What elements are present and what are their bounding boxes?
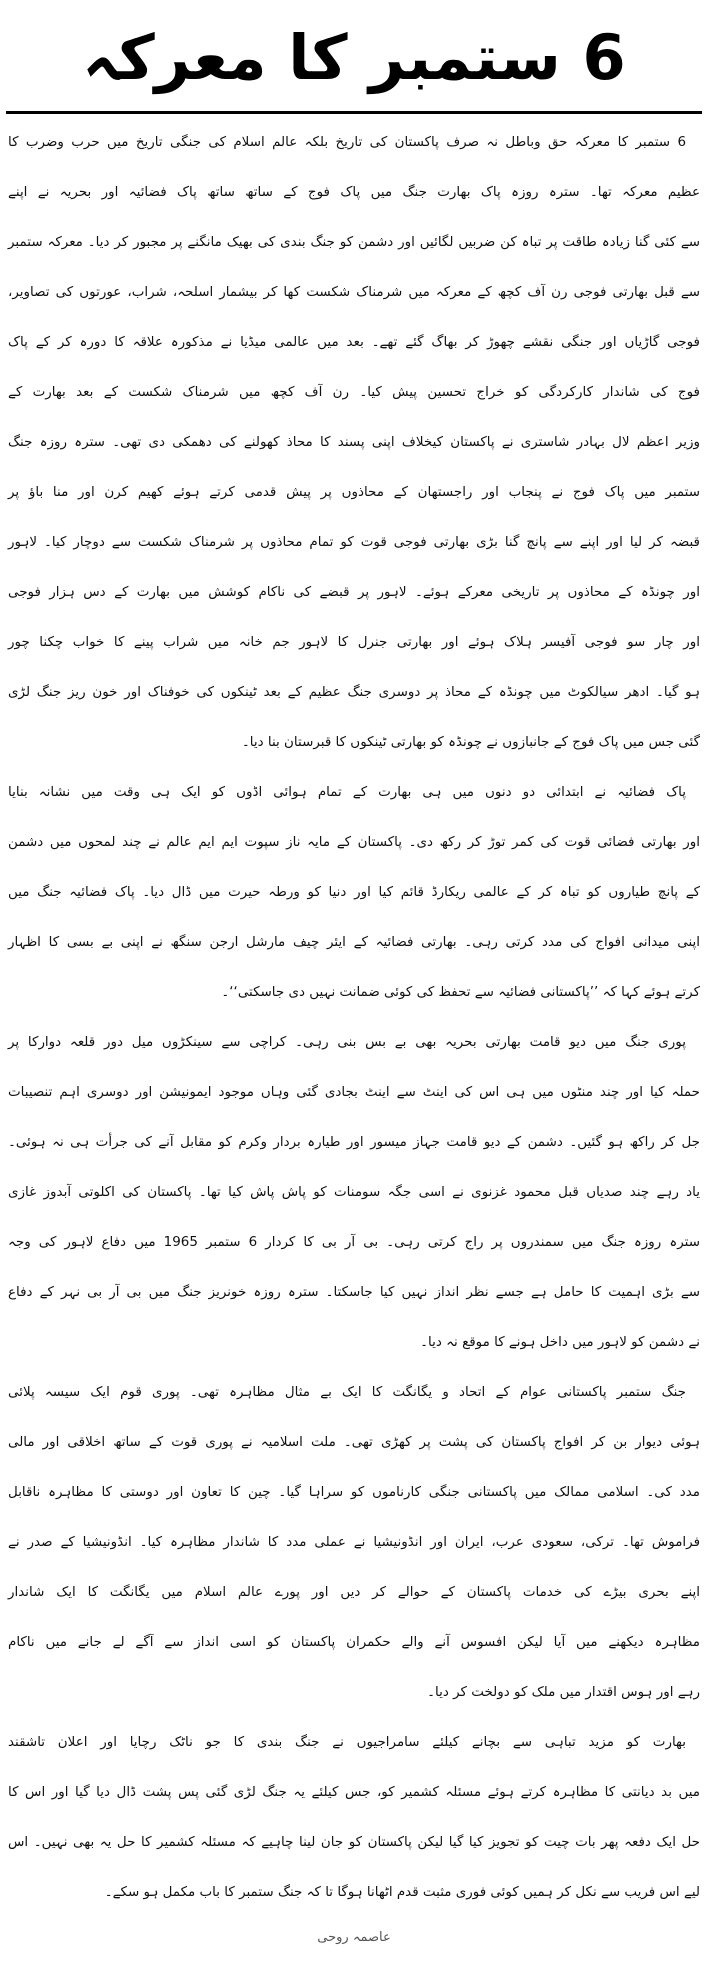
article-paragraph <box>8 1368 700 1718</box>
article-line: ستمبر میں پاک فوج نے پنجاب اور راجستھان کے محاذوں پر پیش قدمی کرتے ہوئے کھیم کرن اور منا باؤ پر <box>8 485 700 500</box>
article-line: اور بھارتی فضائی قوت کی کمر توڑ کر رکھ دی۔ پاکستان کے مایہ ناز سپوت ایم ایم عالم نے چند لمحوں میں دشمن <box>8 835 700 850</box>
article-line: اپنی میدانی افواج کی مدد کرتی رہی۔ بھارتی فضائیہ کے ایئر چیف مارشل ارجن سنگھ نے اپنی بے بسی کا اظہار <box>8 935 700 950</box>
article-line: یاد رہے چند صدیاں قبل محمود غزنوی نے اسی جگہ سومنات کو پاش پاش کیا تھا۔ پاکستان کی اکلوتی آبدوز غازی <box>8 1185 700 1200</box>
article-line: ہو گیا۔ ادھر سیالکوٹ میں چونڈہ کے محاذ پر دوسری جنگ عظیم کے بعد ٹینکوں کی خوفناک اور خون ریز جنگ لڑی <box>8 685 700 700</box>
article-line: لیے اس فریب سے نکل کر ہمیں کوئی فوری مثبت قدم اٹھانا ہوگا تا کہ جنگ ستمبر کا باب مکمل ہو سکے۔ <box>104 1885 700 1900</box>
article-title: 6 ستمبر کا معرکہ <box>82 21 626 94</box>
article-line: اپنے بحری بیڑے کی خدمات پاکستان کے حوالے کر دیں اور پورے عالم اسلام میں یگانگت کا ایک شاندار <box>8 1585 700 1600</box>
article-line: جل کر راکھ ہو گئیں۔ دشمن کے دیو قامت جہاز میسور اور طیارہ بردار وکرم کو مقابل آنے کی جرأت ہی نہ ہوئی۔ <box>8 1135 700 1150</box>
article-line: سے قبل بھارتی فوجی رن آف کچھ کے معرکہ میں شرمناک شکست کھا کر بیشمار اسلحہ، شراب، عورتوں کی تصاویر، <box>8 285 700 300</box>
article-line: ہوئی دیوار بن کر افواج پاکستان کی پشت پر کھڑی تھی۔ ملت اسلامیہ نے پوری قوت کے ساتھ اخلاقی اور مالی <box>8 1435 700 1450</box>
article-line: مظاہرہ دیکھنے میں آیا لیکن افسوس آنے والے حکمران پاکستان کو اسی انداز سے آگے لے جانے میں ناکام <box>8 1635 700 1650</box>
article-paragraph <box>8 118 700 768</box>
article-paragraph <box>8 1018 700 1368</box>
author-byline: عاصمہ روحی <box>317 1930 391 1945</box>
title-rule <box>6 111 702 114</box>
article-line: گئی جس میں پاک فوج کے جانبازوں نے چونڈہ کو بھارتی ٹینکوں کا قبرستان بنا دیا۔ <box>241 735 700 750</box>
article-line: فوج کی شاندار کارکردگی کو خراج تحسین پیش کیا۔ رن آف کچھ میں شرمناک شکست کے بعد بھارت کے <box>8 385 700 400</box>
article-line: حملہ کیا اور چند منٹوں میں ہی اس کی اینٹ سے اینٹ بجادی گئی وہاں موجود ایمونیشن اور دوسری اہم تنصیبات <box>8 1085 700 1100</box>
article-line: عظیم معرکہ تھا۔ سترہ روزہ پاک بھارت جنگ میں پاک فوج کے ساتھ ساتھ پاک فضائیہ اور بحریہ نے اپنے <box>8 185 700 200</box>
article-line: فراموش تھا۔ ترکی، سعودی عرب، ایران اور انڈونیشیا نے عملی مدد کا شاندار مظاہرہ کیا۔ انڈونیشیا کے صدر نے <box>8 1535 700 1550</box>
article-line: کرتے ہوئے کہا کہ ’’پاکستانی فضائیہ سے تحفظ کی کوئی ضمانت نہیں دی جاسکتی‘‘۔ <box>221 985 700 1000</box>
article-line: سے کئی گنا زیادہ طاقت پر تباہ کن ضربیں لگائیں اور دشمن کو جنگ بندی کی بھیک مانگنے پر مجبور کر دیا۔ معرکہ ستمبر <box>8 235 700 250</box>
article-line: حل ایک دفعہ پھر بات چیت کو تجویز کیا گیا لیکن پاکستان کو جان لینا چاہیے کہ مسئلہ کشمیر کا حل یہ بھی نہیں۔ اس <box>8 1835 700 1850</box>
article-line: سے بڑی اہمیت کا حامل ہے جسے نظر انداز نہیں کیا جاسکتا۔ سترہ روزہ خونریز جنگ میں بی آر بی نہر کے دفاع <box>8 1285 700 1300</box>
article-line: پاک فضائیہ نے ابتدائی دو دنوں میں ہی بھارت کے تمام ہوائی اڈوں کو ایک ہی وقت میں نشانہ بنایا <box>8 785 686 800</box>
article-line: فوجی گاڑیاں اور جنگی نقشے چھوڑ کر بھاگ گئے تھے۔ بعد میں عالمی میڈیا نے مذکورہ علاقہ کا دورہ کر کے پاک <box>8 335 700 350</box>
article-line: 6 ستمبر کا معرکہ حق وباطل نہ صرف پاکستان کی تاریخ بلکہ عالم اسلام کی جنگی تاریخ میں حرب وضرب کا <box>8 135 686 150</box>
article-line: رہے اور ہوس اقتدار میں ملک کو دولخت کر دیا۔ <box>427 1685 700 1700</box>
article-line: اور چونڈہ کے محاذوں پر تاریخی معرکے ہوئے۔ لاہور پر قبضے کی ناکام کوشش میں بھارت کے دس ہزار فوجی <box>8 585 700 600</box>
article-line: قبضہ کر لیا اور اپنے سے پانچ گنا بڑی بھارتی فوجی قوت کو تمام محاذوں پر شرمناک شکست سے دوچار کیا۔ لاہور <box>8 535 700 550</box>
article-line: مدد کی۔ اسلامی ممالک میں پاکستانی جنگی کارناموں کو سراہا گیا۔ چین کا تعاون اور دوستی کا مظاہرہ ناقابل <box>8 1485 700 1500</box>
article-paragraph <box>8 1718 700 1918</box>
article-line: نے دشمن کو لاہور میں داخل ہونے کا موقع نہ دیا۔ <box>420 1335 700 1350</box>
article-line: بھارت کو مزید تباہی سے بچانے کیلئے سامراجیوں نے جنگ بندی کا جو ناٹک رچایا اور اعلان تاشقند <box>8 1735 686 1750</box>
article-line: میں بد دیانتی کا مظاہرہ کرتے ہوئے مسئلہ کشمیر کو، جس کیلئے یہ جنگ لڑی گئی پس پشت ڈال دیا گیا اور اس کا <box>8 1785 700 1800</box>
article-line: اور چار سو فوجی آفیسر ہلاک ہوئے اور بھارتی جنرل کا لاہور جم خانہ میں شراب پینے کا خواب چکنا چور <box>8 635 700 650</box>
article-line: سترہ روزہ جنگ میں سمندروں پر راج کرتی رہی۔ بی آر بی کا کردار 6 ستمبر 1965 میں دفاع لاہور کی وجہ <box>8 1235 700 1250</box>
article-paragraph <box>8 768 700 1018</box>
article-line: جنگ ستمبر پاکستانی عوام کے اتحاد و یگانگت کا ایک بے مثال مظاہرہ تھی۔ پوری قوم ایک سیسہ پلائی <box>8 1385 686 1400</box>
article-body <box>8 118 700 1918</box>
article-line: کے پانچ طیاروں کو تباہ کر کے عالمی ریکارڈ قائم کیا اور دنیا کو ورطہ حیرت میں ڈال دیا۔ پاک فضائیہ جنگ میں <box>8 885 700 900</box>
article-line: پوری جنگ میں دیو قامت بھارتی بحریہ بھی بے بس بنی رہی۔ کراچی سے سینکڑوں میل دور قلعہ دوارکا پر <box>8 1035 686 1050</box>
article-line: وزیر اعظم لال بہادر شاستری نے پاکستان کیخلاف اپنی پسند کا محاذ کھولنے کی دھمکی دی تھی۔ سترہ روزہ جنگ <box>8 435 700 450</box>
